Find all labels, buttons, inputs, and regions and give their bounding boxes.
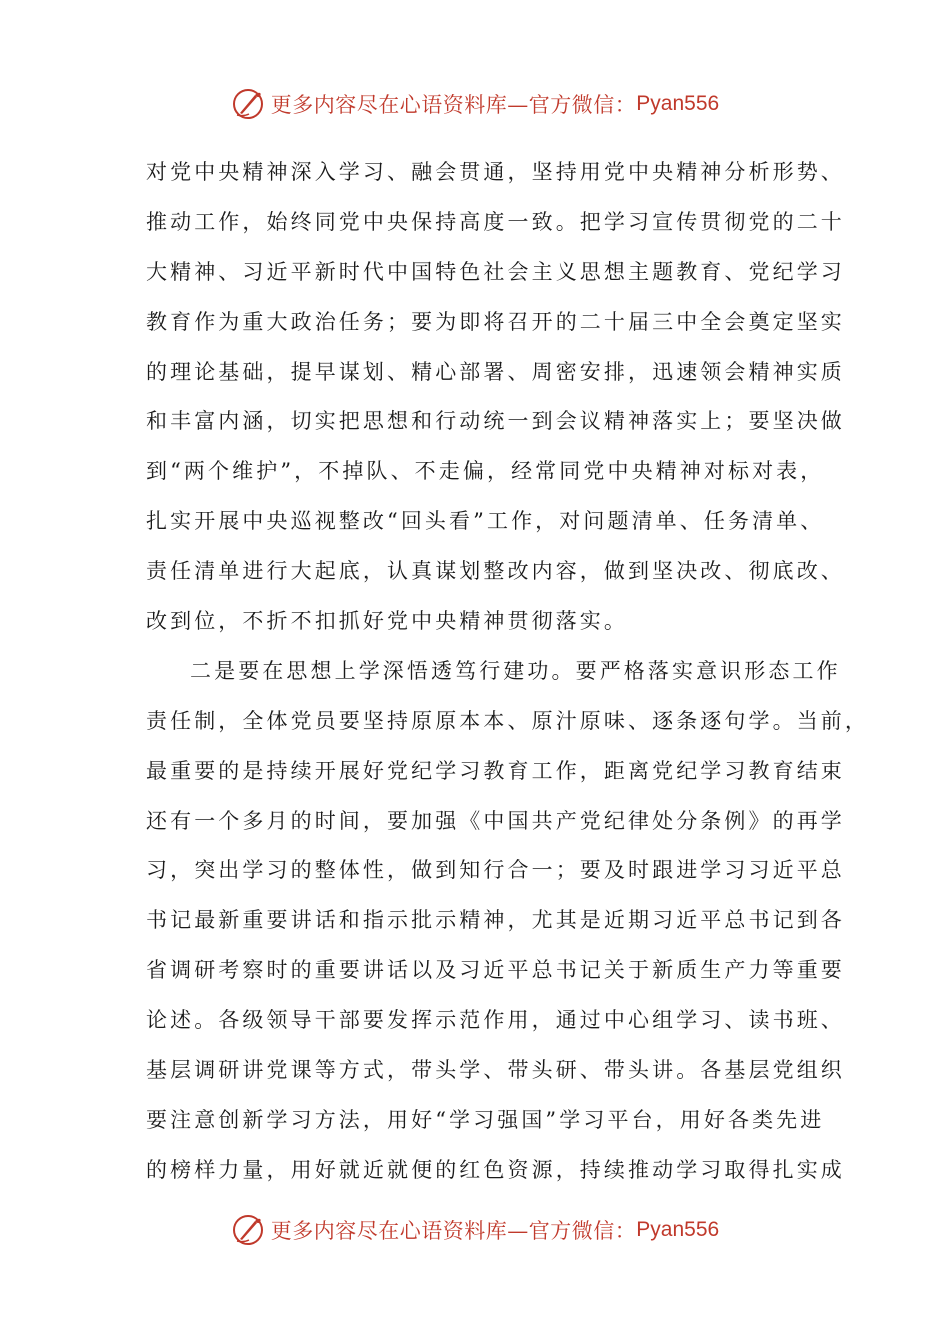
body-line: 的榜样力量，用好就近就便的红色资源，持续推动学习取得扎实成	[146, 1157, 845, 1182]
watermark-text: 更多内容尽在心语资料库—官方微信：	[270, 93, 637, 117]
body-line: 书记最新重要讲话和指示批示精神，尤其是近期习近平总书记到各	[146, 908, 845, 933]
watermark-footer	[0, 1210, 950, 1250]
body-line: 和丰富内涵，切实把思想和行动统一到会议精神落实上；要坚决做	[146, 409, 845, 434]
paragraph-start-line: 二是要在思想上学深悟透笃行建功。要严格落实意识形态工作	[190, 658, 841, 683]
body-line: 论述。各级领导干部要发挥示范作用，通过中心组学习、读书班、	[146, 1008, 845, 1033]
body-line: 对党中央精神深入学习、融会贯通，坚持用党中央精神分析形势、	[146, 160, 845, 184]
body-line: 习，突出学习的整体性，做到知行合一；要及时跟进学习习近平总	[146, 858, 845, 883]
body-line: 推动工作，始终同党中央保持高度一致。把学习宣传贯彻党的二十	[146, 209, 845, 234]
body-line: 最重要的是持续开展好党纪学习教育工作，距离党纪学习教育结束	[146, 758, 845, 783]
body-line: 要注意创新学习方法，用好“学习强国”学习平台，用好各类先进	[146, 1107, 825, 1132]
body-line: 责任清单进行大起底，认真谋划整改内容，做到坚决改、彻底改、	[146, 559, 845, 584]
watermark-wechat-id: Pyan556	[636, 1218, 720, 1241]
document-body	[146, 148, 869, 1196]
watermark-text: 更多内容尽在心语资料库—官方微信：	[270, 1219, 637, 1243]
body-line: 到“两个维护”，不掉队、不走偏，经常同党中央精神对标对表，	[146, 459, 825, 484]
body-line: 还有一个多月的时间，要加强《中国共产党纪律处分条例》的再学	[146, 808, 845, 833]
body-line: 的理论基础，提早谋划、精心部署、周密安排，迅速领会精神实质	[146, 359, 845, 384]
watermark-header	[0, 84, 950, 124]
quill-pen-logo-icon	[231, 1213, 265, 1247]
body-line: 责任制，全体党员要坚持原原本本、原汁原味、逐条逐句学。当前，	[146, 708, 869, 733]
watermark-wechat-id: Pyan556	[636, 92, 720, 115]
body-line: 大精神、习近平新时代中国特色社会主义思想主题教育、党纪学习	[146, 259, 845, 284]
body-line: 扎实开展中央巡视整改“回头看”工作，对问题清单、任务清单、	[146, 509, 825, 534]
body-line: 改到位，不折不扣抓好党中央精神贯彻落实。	[146, 609, 628, 634]
body-line: 教育作为重大政治任务；要为即将召开的二十届三中全会奠定坚实	[146, 309, 845, 334]
body-line: 基层调研讲党课等方式，带头学、带头研、带头讲。各基层党组织	[146, 1058, 845, 1083]
body-line: 省调研考察时的重要讲话以及习近平总书记关于新质生产力等重要	[146, 958, 845, 983]
quill-pen-logo-icon	[231, 87, 265, 121]
